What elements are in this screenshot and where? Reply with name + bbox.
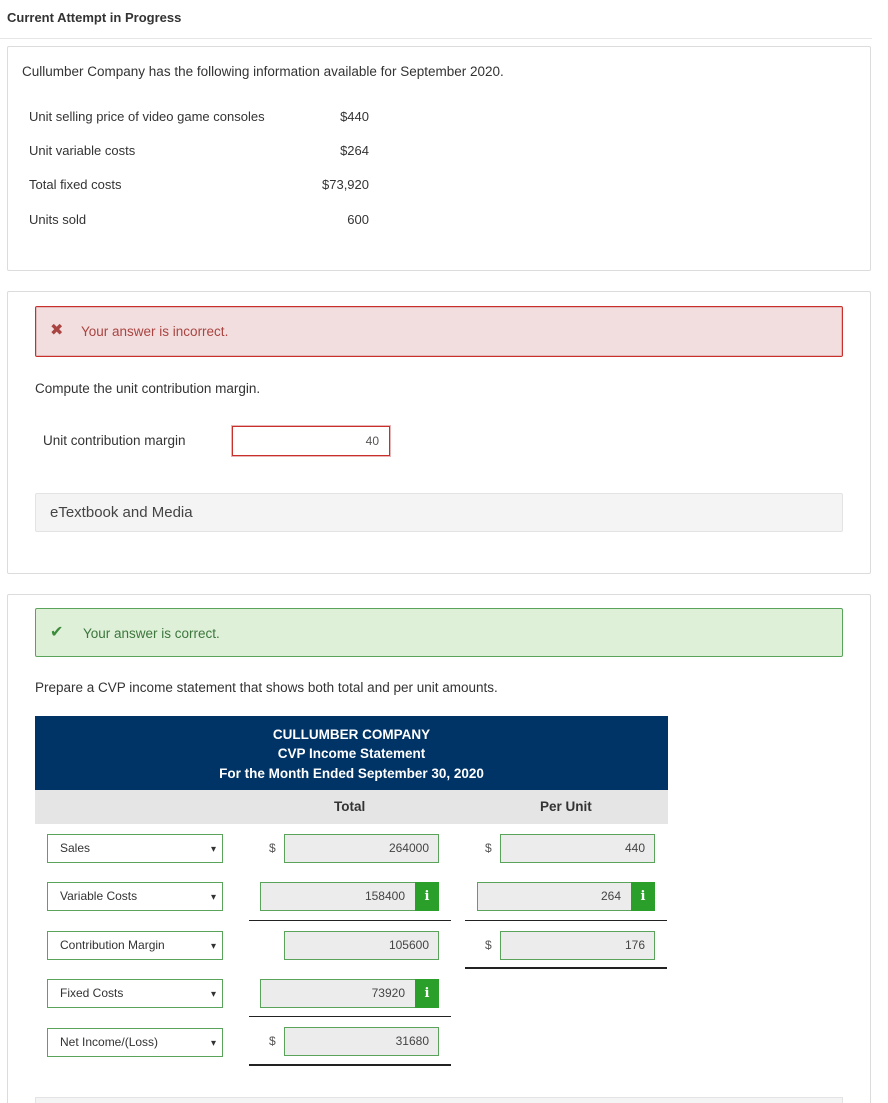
per-unit-amount-input[interactable]: 440 <box>500 834 655 863</box>
total-amount-input[interactable] <box>260 882 439 911</box>
currency-symbol: $ <box>485 938 492 952</box>
column-header-row <box>35 790 668 824</box>
select-value: Contribution Margin <box>60 938 165 952</box>
select-value: Sales <box>60 841 91 855</box>
amount-value: 158400 <box>364 889 405 903</box>
select-value: Fixed Costs <box>60 986 124 1000</box>
company-name: CULLUMBER COMPANY <box>272 727 431 742</box>
info-label: Units sold <box>29 212 87 227</box>
currency-symbol: $ <box>269 1034 276 1048</box>
alert-message: Your answer is correct. <box>83 626 220 641</box>
info-icon[interactable]: i <box>415 882 439 911</box>
statement-title: CVP Income Statement <box>277 746 426 761</box>
select-value: Variable Costs <box>60 889 138 903</box>
checkmark-icon: ✔ <box>50 624 64 641</box>
chevron-down-icon: ▾ <box>210 844 216 855</box>
chevron-down-icon: ▾ <box>210 892 216 903</box>
page-title: Current Attempt in Progress <box>7 10 182 25</box>
statement-header <box>35 716 668 790</box>
total-amount-input[interactable]: 31680 <box>284 1027 439 1056</box>
amount-value: 264 <box>600 889 621 903</box>
subtotal-rule <box>249 920 451 921</box>
question-prompt: Compute the unit contribution margin. <box>35 381 261 396</box>
info-icon[interactable]: i <box>631 882 655 911</box>
incorrect-alert <box>35 306 843 357</box>
etextbook-media-button[interactable]: eTextbook and Media <box>35 493 843 532</box>
column-header-total: Total <box>334 799 366 814</box>
info-label: Unit variable costs <box>29 143 136 158</box>
per-unit-amount-input[interactable] <box>477 882 655 911</box>
divider <box>0 38 872 39</box>
info-value: 600 <box>347 212 369 227</box>
chevron-down-icon: ▾ <box>210 1038 216 1049</box>
chevron-down-icon: ▾ <box>210 941 216 952</box>
subtotal-rule <box>249 1016 451 1017</box>
info-value: $73,920 <box>322 177 369 192</box>
info-label: Total fixed costs <box>29 177 122 192</box>
select-value: Net Income/(Loss) <box>60 1035 159 1049</box>
line-item-select[interactable] <box>47 1028 223 1057</box>
info-icon[interactable]: i <box>415 979 439 1008</box>
correct-alert <box>35 608 843 657</box>
line-item-select[interactable] <box>47 979 223 1008</box>
question-1-card <box>7 291 871 574</box>
per-unit-amount-input[interactable]: 176 <box>500 931 655 960</box>
info-value: $264 <box>340 143 369 158</box>
next-section-bar <box>35 1097 843 1103</box>
info-label: Unit selling price of video game consoles <box>29 109 265 124</box>
chevron-down-icon: ▾ <box>210 989 216 1000</box>
problem-info-card <box>7 46 871 271</box>
currency-symbol: $ <box>485 841 492 855</box>
close-icon: ✖ <box>50 322 64 339</box>
line-item-select[interactable] <box>47 882 223 911</box>
question-prompt: Prepare a CVP income statement that shows both total and per unit amounts. <box>35 680 498 695</box>
unit-contribution-margin-input[interactable]: 40 <box>232 426 390 456</box>
total-double-rule <box>465 967 667 969</box>
total-amount-input[interactable]: 105600 <box>284 931 439 960</box>
problem-intro: Cullumber Company has the following information available for September 2020. <box>22 64 504 79</box>
line-item-select[interactable] <box>47 931 223 960</box>
alert-message: Your answer is incorrect. <box>81 324 229 339</box>
info-value: $440 <box>340 109 369 124</box>
total-amount-input[interactable]: 264000 <box>284 834 439 863</box>
amount-value: 73920 <box>371 986 405 1000</box>
column-header-per-unit: Per Unit <box>540 799 592 814</box>
question-2-card <box>7 594 871 1103</box>
subtotal-rule <box>465 920 667 921</box>
currency-symbol: $ <box>269 841 276 855</box>
statement-period: For the Month Ended September 30, 2020 <box>219 766 484 781</box>
line-item-select[interactable] <box>47 834 223 863</box>
total-amount-input[interactable] <box>260 979 439 1008</box>
field-label: Unit contribution margin <box>43 433 186 448</box>
total-double-rule <box>249 1064 451 1066</box>
